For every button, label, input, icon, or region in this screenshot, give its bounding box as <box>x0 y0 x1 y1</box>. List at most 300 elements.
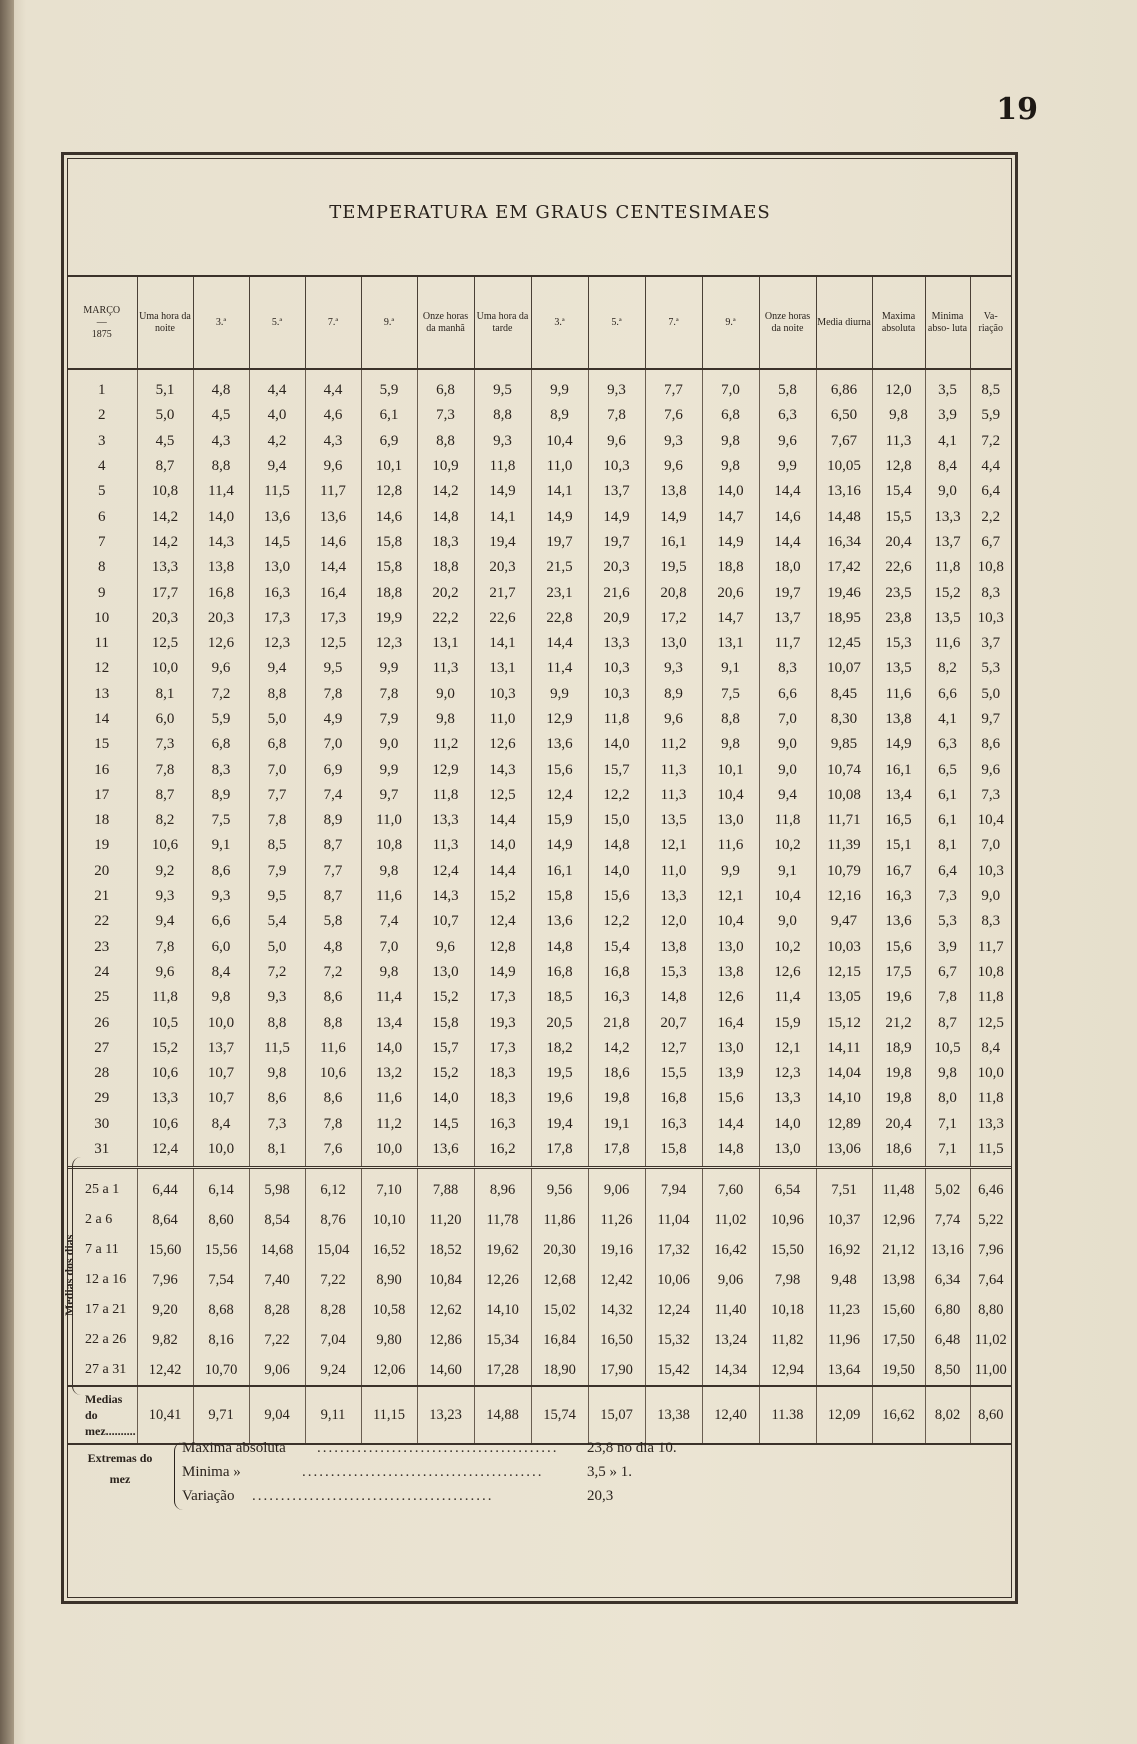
table-cell: 13,6 <box>417 1137 474 1168</box>
table-cell: 12,68 <box>531 1265 588 1295</box>
leader-dots: .......................................... <box>302 1464 544 1480</box>
table-row <box>67 1036 1011 1061</box>
table-cell: 8,5 <box>970 369 1011 403</box>
table-cell: 8,1 <box>137 682 193 707</box>
extreme-var-value: 20,3 <box>587 1488 614 1504</box>
table-cell: 14,6 <box>305 530 361 555</box>
day-number: 4 <box>98 458 106 475</box>
table-cell: 20,5 <box>531 1010 588 1035</box>
table-cell: 12,24 <box>645 1295 702 1325</box>
table-cell: 16,8 <box>193 580 249 605</box>
table-cell: 15,2 <box>925 580 970 605</box>
table-cell: 7,67 <box>816 429 872 454</box>
table-cell: 8,3 <box>970 580 1011 605</box>
table-cell: 16,34 <box>816 530 872 555</box>
table-cell: 22,6 <box>474 606 531 631</box>
table-cell: 11,0 <box>474 707 531 732</box>
table-cell: 11,6 <box>361 884 417 909</box>
table-cell: 7,0 <box>305 732 361 757</box>
table-cell: 13,0 <box>702 808 759 833</box>
day-number: 26 <box>94 1014 110 1031</box>
table-cell: 11,6 <box>702 833 759 858</box>
table-cell: 7,1 <box>925 1112 970 1137</box>
table-cell: 7,0 <box>702 369 759 403</box>
table-cell: 13,8 <box>702 960 759 985</box>
day-number: 22 <box>94 913 110 930</box>
table-cell: 8,9 <box>193 783 249 808</box>
table-row <box>67 631 1011 656</box>
table-cell: 9,1 <box>193 833 249 858</box>
table-cell: 8,7 <box>305 884 361 909</box>
table-cell: 7,3 <box>417 403 474 428</box>
table-cell: 13,6 <box>531 732 588 757</box>
table-cell: 7,1 <box>925 1137 970 1168</box>
table-cell: 9,3 <box>645 656 702 681</box>
table-cell: 14,3 <box>474 757 531 782</box>
table-cell: 16,92 <box>816 1235 872 1265</box>
table-cell: 7,0 <box>249 757 305 782</box>
table-cell: 11,3 <box>417 656 474 681</box>
table-cell: 14,8 <box>531 935 588 960</box>
column-header: 7.ª <box>305 276 361 369</box>
table-cell: 9,6 <box>645 707 702 732</box>
table-cell: 21,5 <box>531 555 588 580</box>
table-cell: 10,07 <box>816 656 872 681</box>
table-cell: 6,0 <box>193 935 249 960</box>
table-cell: 15,56 <box>193 1235 249 1265</box>
table-cell: 9,9 <box>531 369 588 403</box>
table-cell: 8,8 <box>417 429 474 454</box>
table-row <box>67 833 1011 858</box>
table-cell: 11,8 <box>474 454 531 479</box>
table-cell: 10,7 <box>193 1061 249 1086</box>
table-cell: 12,1 <box>645 833 702 858</box>
table-cell: 9,8 <box>702 429 759 454</box>
table-cell: 10,96 <box>759 1205 816 1235</box>
table-cell: 18,90 <box>531 1355 588 1386</box>
table-cell: 7,64 <box>970 1265 1011 1295</box>
table-cell: 7,8 <box>249 808 305 833</box>
table-cell: 9,06 <box>588 1168 645 1206</box>
table-cell: 7,94 <box>645 1168 702 1206</box>
table-cell: 18,6 <box>872 1137 925 1168</box>
table-cell: 14,4 <box>702 1112 759 1137</box>
table-cell: 18,8 <box>361 580 417 605</box>
table-cell: 13,5 <box>925 606 970 631</box>
table-cell: 10,84 <box>417 1265 474 1295</box>
table-cell: 6,14 <box>193 1168 249 1206</box>
table-cell: 17,8 <box>588 1137 645 1168</box>
table-cell: 11,5 <box>249 1036 305 1061</box>
table-cell: 14,34 <box>702 1355 759 1386</box>
day-number: 9 <box>98 584 106 601</box>
table-cell: 7,3 <box>249 1112 305 1137</box>
table-cell: 9,0 <box>759 732 816 757</box>
table-cell: 8,64 <box>137 1205 193 1235</box>
table-cell: 14,4 <box>474 808 531 833</box>
table-cell: 9,8 <box>702 454 759 479</box>
table-cell: 13,8 <box>645 479 702 504</box>
table-cell: 14,60 <box>417 1355 474 1386</box>
table-cell: 5,0 <box>249 707 305 732</box>
table-cell: 14,9 <box>531 833 588 858</box>
table-cell: 16,3 <box>645 1112 702 1137</box>
table-cell: 11,8 <box>759 808 816 833</box>
day-number: 1 <box>98 382 106 399</box>
table-cell: 14,4 <box>759 479 816 504</box>
table-cell: 8,60 <box>193 1205 249 1235</box>
table-cell: 14,9 <box>474 479 531 504</box>
table-cell: 11,6 <box>872 682 925 707</box>
table-cell: 9,11 <box>305 1386 361 1444</box>
extreme-max-value: 23,8 no dia 10. <box>587 1440 677 1456</box>
table-cell: 15,8 <box>417 1010 474 1035</box>
table-cell: 15,50 <box>759 1235 816 1265</box>
table-cell: 13,6 <box>305 504 361 529</box>
table-cell: 13,98 <box>872 1265 925 1295</box>
table-cell: 9,8 <box>702 732 759 757</box>
table-cell: 9,6 <box>137 960 193 985</box>
table-cell: 18,2 <box>531 1036 588 1061</box>
table-cell: 7,96 <box>970 1235 1011 1265</box>
table-cell: 7,22 <box>305 1265 361 1295</box>
table-cell: 13,16 <box>925 1235 970 1265</box>
table-cell: 11,6 <box>925 631 970 656</box>
table-row <box>67 369 1011 403</box>
table-cell: 13,5 <box>645 808 702 833</box>
table-cell: 12,7 <box>645 1036 702 1061</box>
table-cell: 11,6 <box>305 1036 361 1061</box>
table-cell: 12,0 <box>645 909 702 934</box>
table-cell: 13,1 <box>702 631 759 656</box>
table-cell: 13,23 <box>417 1386 474 1444</box>
table-cell: 11,5 <box>249 479 305 504</box>
table-cell: 9,0 <box>361 732 417 757</box>
table-cell: 15,5 <box>872 504 925 529</box>
table-cell: 8,30 <box>816 707 872 732</box>
group-row <box>67 1168 1011 1206</box>
table-cell: 8,5 <box>249 833 305 858</box>
table-cell: 14,8 <box>588 833 645 858</box>
table-cell: 7,3 <box>137 732 193 757</box>
table-cell: 9,3 <box>249 985 305 1010</box>
daily-rows <box>67 369 1011 1168</box>
table-cell: 8,8 <box>249 1010 305 1035</box>
table-cell: 6,44 <box>137 1168 193 1206</box>
table-cell: 7,6 <box>645 403 702 428</box>
table-cell: 8,68 <box>193 1295 249 1325</box>
table-row <box>67 429 1011 454</box>
day-number: 7 <box>98 533 106 550</box>
table-cell: 9,6 <box>193 656 249 681</box>
table-cell: 8,76 <box>305 1205 361 1235</box>
table-cell: 13,24 <box>702 1325 759 1355</box>
table-cell: 16,2 <box>474 1137 531 1168</box>
table-cell: 3,7 <box>970 631 1011 656</box>
table-row <box>67 1061 1011 1086</box>
month-means-row <box>67 1386 1011 1444</box>
table-cell: 7,7 <box>305 859 361 884</box>
table-cell: 8,60 <box>970 1386 1011 1444</box>
day-number: 23 <box>94 938 110 955</box>
table-cell: 11,02 <box>970 1325 1011 1355</box>
table-cell: 10,3 <box>970 606 1011 631</box>
table-cell: 11,40 <box>702 1295 759 1325</box>
day-number: 31 <box>94 1141 110 1158</box>
table-cell: 8,02 <box>925 1386 970 1444</box>
table-cell: 7,88 <box>417 1168 474 1206</box>
table-cell: 7,0 <box>759 707 816 732</box>
table-cell: 13,7 <box>193 1036 249 1061</box>
table-cell: 7,98 <box>759 1265 816 1295</box>
table-cell: 8,45 <box>816 682 872 707</box>
table-cell: 13,38 <box>645 1386 702 1444</box>
day-number: 3 <box>98 432 106 449</box>
table-cell: 12,6 <box>474 732 531 757</box>
column-header: Media diurna <box>816 276 872 369</box>
table-cell: 9,6 <box>759 429 816 454</box>
column-header: Maxima absoluta <box>872 276 925 369</box>
column-header: Va- riação <box>970 276 1011 369</box>
day-number: 27 <box>94 1039 110 1056</box>
table-cell: 17,28 <box>474 1355 531 1386</box>
table-cell: 10,4 <box>531 429 588 454</box>
table-cell: 12,9 <box>531 707 588 732</box>
table-cell: 14,5 <box>249 530 305 555</box>
table-cell: 11,0 <box>531 454 588 479</box>
table-cell: 10,18 <box>759 1295 816 1325</box>
table-cell: 16,3 <box>588 985 645 1010</box>
table-cell: 13,4 <box>872 783 925 808</box>
table-cell: 10,8 <box>361 833 417 858</box>
table-cell: 11,8 <box>970 985 1011 1010</box>
table-cell: 10,7 <box>193 1086 249 1111</box>
table-cell: 15,32 <box>645 1325 702 1355</box>
table-cell: 12,3 <box>361 631 417 656</box>
table-cell: 17,90 <box>588 1355 645 1386</box>
table-cell: 4,1 <box>925 707 970 732</box>
table-cell: 19,7 <box>531 530 588 555</box>
table-cell: 14,32 <box>588 1295 645 1325</box>
group-label: Medias dos dias <box>62 1234 76 1316</box>
table-cell: 20,4 <box>872 530 925 555</box>
table-cell: 13,3 <box>137 555 193 580</box>
table-cell: 14,6 <box>361 504 417 529</box>
table-cell: 6,6 <box>925 682 970 707</box>
table-cell: 9,8 <box>361 960 417 985</box>
table-cell: 12,89 <box>816 1112 872 1137</box>
table-cell: 15,12 <box>816 1010 872 1035</box>
table-cell: 13,3 <box>417 808 474 833</box>
table-cell: 19,3 <box>474 1010 531 1035</box>
table-cell: 9,48 <box>816 1265 872 1295</box>
table-cell: 5,1 <box>137 369 193 403</box>
table-cell: 20,9 <box>588 606 645 631</box>
table-cell: 5,8 <box>305 909 361 934</box>
table-cell: 11,7 <box>305 479 361 504</box>
table-cell: 9,7 <box>970 707 1011 732</box>
table-cell: 9,6 <box>645 454 702 479</box>
table-cell: 19,1 <box>588 1112 645 1137</box>
table-cell: 21,7 <box>474 580 531 605</box>
table-cell: 22,2 <box>417 606 474 631</box>
column-header: Minima abso- luta <box>925 276 970 369</box>
table-cell: 9,9 <box>759 454 816 479</box>
table-cell: 18,8 <box>417 555 474 580</box>
table-cell: 17,2 <box>645 606 702 631</box>
table-cell: 10,6 <box>137 1112 193 1137</box>
table-cell: 17,3 <box>474 1036 531 1061</box>
table-cell: 11,3 <box>872 429 925 454</box>
table-cell: 6,48 <box>925 1325 970 1355</box>
table-cell: 9,8 <box>361 859 417 884</box>
table-cell: 9,85 <box>816 732 872 757</box>
table-cell: 3,9 <box>925 403 970 428</box>
table-cell: 2,2 <box>970 504 1011 529</box>
table-cell: 14,0 <box>193 504 249 529</box>
table-cell: 14,8 <box>645 985 702 1010</box>
table-cell: 20,3 <box>588 555 645 580</box>
table-cell: 4,3 <box>305 429 361 454</box>
table-cell: 15,2 <box>417 985 474 1010</box>
table-cell: 13,0 <box>702 935 759 960</box>
table-cell: 16,4 <box>702 1010 759 1035</box>
table-cell: 13,6 <box>249 504 305 529</box>
table-cell: 3,5 <box>925 369 970 403</box>
table-cell: 9,0 <box>925 479 970 504</box>
table-cell: 9,0 <box>970 884 1011 909</box>
table-cell: 9,5 <box>305 656 361 681</box>
group-range: 27 a 31 <box>85 1362 127 1378</box>
table-cell: 10,1 <box>702 757 759 782</box>
table-cell: 16,1 <box>531 859 588 884</box>
table-cell: 23,8 <box>872 606 925 631</box>
table-cell: 9,8 <box>193 985 249 1010</box>
column-header: 9.ª <box>361 276 417 369</box>
table-cell: 13,0 <box>702 1036 759 1061</box>
table-cell: 10,6 <box>137 833 193 858</box>
table-cell: 14,9 <box>645 504 702 529</box>
table-cell: 9,0 <box>759 909 816 934</box>
table-cell: 15,34 <box>474 1325 531 1355</box>
table-cell: 12,6 <box>759 960 816 985</box>
table-cell: 19,7 <box>759 580 816 605</box>
table-cell: 10,74 <box>816 757 872 782</box>
table-cell: 11,8 <box>417 783 474 808</box>
table-cell: 12,09 <box>816 1386 872 1444</box>
table-cell: 11,0 <box>645 859 702 884</box>
table-cell: 6,54 <box>759 1168 816 1206</box>
group-row <box>67 1205 1011 1235</box>
table-cell: 8,8 <box>474 403 531 428</box>
table-cell: 12,2 <box>588 783 645 808</box>
table-cell: 8,3 <box>759 656 816 681</box>
table-cell: 12,3 <box>759 1061 816 1086</box>
table-cell: 7,7 <box>249 783 305 808</box>
table-cell: 10,3 <box>970 859 1011 884</box>
day-number: 13 <box>94 685 110 702</box>
table-cell: 4,0 <box>249 403 305 428</box>
table-cell: 14,3 <box>417 884 474 909</box>
table-cell: 9,0 <box>759 757 816 782</box>
table-cell: 8,7 <box>137 783 193 808</box>
table-cell: 4,6 <box>305 403 361 428</box>
table-cell: 17,3 <box>474 985 531 1010</box>
table-cell: 15,60 <box>137 1235 193 1265</box>
table-cell: 6,80 <box>925 1295 970 1325</box>
table-cell: 16,3 <box>872 884 925 909</box>
table-cell: 17,7 <box>137 580 193 605</box>
table-cell: 14,4 <box>474 859 531 884</box>
column-header: 3.ª <box>531 276 588 369</box>
table-cell: 13,06 <box>816 1137 872 1168</box>
table-cell: 7,8 <box>305 1112 361 1137</box>
table-cell: 10,41 <box>137 1386 193 1444</box>
table-cell: 8,50 <box>925 1355 970 1386</box>
table-cell: 22,6 <box>872 555 925 580</box>
table-cell: 11,02 <box>702 1205 759 1235</box>
table-cell: 5,3 <box>925 909 970 934</box>
extreme-var-label: Variação <box>182 1488 235 1504</box>
table-cell: 7,60 <box>702 1168 759 1206</box>
table-cell: 14,88 <box>474 1386 531 1444</box>
table-cell: 12,8 <box>361 479 417 504</box>
column-header: 3.ª <box>193 276 249 369</box>
table-cell: 15,2 <box>474 884 531 909</box>
table-cell: 10,3 <box>474 682 531 707</box>
table-cell: 11,2 <box>361 1112 417 1137</box>
column-header: Onze horas da manhã <box>417 276 474 369</box>
table-cell: 14,7 <box>702 504 759 529</box>
table-cell: 12,40 <box>702 1386 759 1444</box>
day-number: 18 <box>94 812 110 829</box>
table-cell: 11,15 <box>361 1386 417 1444</box>
table-cell: 7,10 <box>361 1168 417 1206</box>
table-cell: 16,7 <box>872 859 925 884</box>
table-cell: 10,4 <box>702 909 759 934</box>
table-cell: 5,22 <box>970 1205 1011 1235</box>
table-row <box>67 1112 1011 1137</box>
table-cell: 11,3 <box>645 783 702 808</box>
table-cell: 8,7 <box>305 833 361 858</box>
table-cell: 10,1 <box>361 454 417 479</box>
column-header: 7.ª <box>645 276 702 369</box>
table-row <box>67 757 1011 782</box>
table-cell: 7,22 <box>249 1325 305 1355</box>
table-cell: 12,0 <box>872 369 925 403</box>
table-cell: 9,82 <box>137 1325 193 1355</box>
table-row <box>67 1010 1011 1035</box>
table-row <box>67 403 1011 428</box>
table-cell: 15,07 <box>588 1386 645 1444</box>
table-cell: 21,6 <box>588 580 645 605</box>
table-cell: 4,5 <box>193 403 249 428</box>
table-cell: 9,24 <box>305 1355 361 1386</box>
table-cell: 9,06 <box>249 1355 305 1386</box>
table-cell: 10,4 <box>970 808 1011 833</box>
table-cell: 14,0 <box>759 1112 816 1137</box>
group-row <box>67 1235 1011 1265</box>
group-range: 7 a 11 <box>85 1242 119 1258</box>
table-cell: 8,9 <box>305 808 361 833</box>
table-cell: 13,6 <box>531 909 588 934</box>
table-cell: 18,8 <box>702 555 759 580</box>
table-cell: 11,3 <box>645 757 702 782</box>
table-cell: 15,42 <box>645 1355 702 1386</box>
page-number: 19 <box>996 92 1038 127</box>
table-cell: 8,28 <box>305 1295 361 1325</box>
group-range: 12 a 16 <box>85 1272 127 1288</box>
